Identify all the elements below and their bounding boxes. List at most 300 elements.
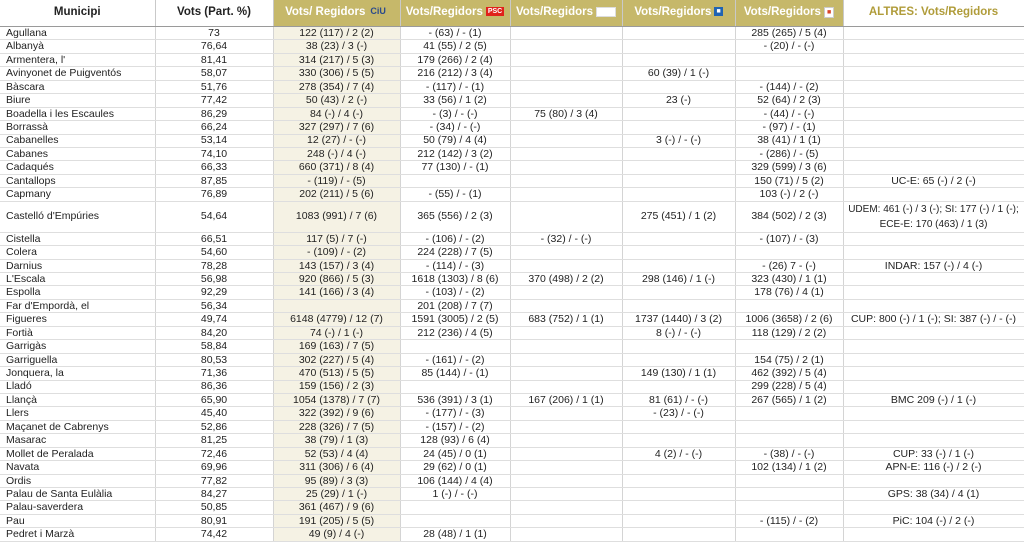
ciu-cell: 143 (157) / 3 (4) — [273, 259, 400, 272]
participacio-cell: 80,53 — [155, 353, 273, 366]
psc-cell: 365 (556) / 2 (3) — [400, 201, 510, 232]
header-ciu: Vots/ Regidors CiU — [273, 0, 400, 27]
municipi-cell: Espolla — [0, 286, 155, 299]
table-row — [0, 528, 1024, 541]
altres-cell — [843, 434, 1024, 447]
participacio-cell: 86,29 — [155, 107, 273, 120]
psc-cell — [400, 340, 510, 353]
icv-cell: 267 (565) / 1 (2) — [735, 393, 843, 406]
ciu-cell: 95 (89) / 3 (3) — [273, 474, 400, 487]
pp-cell — [622, 488, 735, 501]
participacio-cell: 56,98 — [155, 273, 273, 286]
altres-cell: CUP: 33 (-) / 1 (-) — [843, 447, 1024, 460]
altres-cell — [843, 40, 1024, 53]
municipi-cell: L'Escala — [0, 273, 155, 286]
participacio-cell: 72,46 — [155, 447, 273, 460]
ciu-cell: 117 (5) / 7 (-) — [273, 232, 400, 245]
participacio-cell: 53,14 — [155, 134, 273, 147]
municipi-cell: Llers — [0, 407, 155, 420]
icv-cell — [735, 299, 843, 312]
table-row — [0, 121, 1024, 134]
table-row — [0, 134, 1024, 147]
ciu-cell: 228 (326) / 7 (5) — [273, 420, 400, 433]
psc-cell: 1591 (3005) / 2 (5) — [400, 313, 510, 326]
pp-cell — [622, 286, 735, 299]
erc-cell — [510, 40, 622, 53]
ciu-cell: 660 (371) / 8 (4) — [273, 161, 400, 174]
table-row — [0, 232, 1024, 245]
altres-cell — [843, 326, 1024, 339]
icv-cell: 178 (76) / 4 (1) — [735, 286, 843, 299]
header-erc: Vots/Regidors — [510, 0, 622, 27]
psc-cell: 216 (212) / 3 (4) — [400, 67, 510, 80]
erc-cell: 683 (752) / 1 (1) — [510, 313, 622, 326]
psc-cell: 212 (236) / 4 (5) — [400, 326, 510, 339]
participacio-cell: 66,51 — [155, 232, 273, 245]
municipi-cell: Castelló d'Empúries — [0, 201, 155, 232]
altres-cell: APN-E: 116 (-) / 2 (-) — [843, 461, 1024, 474]
icv-cell: - (20) / - (-) — [735, 40, 843, 53]
pp-cell — [622, 161, 735, 174]
altres-cell — [843, 353, 1024, 366]
table-row — [0, 380, 1024, 393]
pp-cell — [622, 380, 735, 393]
participacio-cell: 92,29 — [155, 286, 273, 299]
participacio-cell: 86,36 — [155, 380, 273, 393]
participacio-cell: 77,82 — [155, 474, 273, 487]
municipi-cell: Far d'Empordà, el — [0, 299, 155, 312]
pp-cell — [622, 353, 735, 366]
ciu-cell: 84 (-) / 4 (-) — [273, 107, 400, 120]
pp-cell — [622, 514, 735, 527]
participacio-cell: 73 — [155, 27, 273, 40]
ciu-cell: - (109) / - (2) — [273, 246, 400, 259]
municipi-cell: Palau de Santa Eulàlia — [0, 488, 155, 501]
participacio-cell: 65,90 — [155, 393, 273, 406]
table-row — [0, 147, 1024, 160]
table-row — [0, 407, 1024, 420]
municipi-cell: Ordis — [0, 474, 155, 487]
altres-cell: CUP: 800 (-) / 1 (-); SI: 387 (-) / - (-) — [843, 313, 1024, 326]
ciu-cell: 49 (9) / 4 (-) — [273, 528, 400, 541]
psc-cell: - (34) / - (-) — [400, 121, 510, 134]
psc-cell: - (106) / - (2) — [400, 232, 510, 245]
table-row — [0, 340, 1024, 353]
municipi-cell: Borrassà — [0, 121, 155, 134]
psc-cell: 128 (93) / 6 (4) — [400, 434, 510, 447]
municipi-cell: Bàscara — [0, 80, 155, 93]
psc-cell: 201 (208) / 7 (7) — [400, 299, 510, 312]
icv-cell — [735, 434, 843, 447]
icv-cell — [735, 407, 843, 420]
icv-cell: 285 (265) / 5 (4) — [735, 27, 843, 40]
icv-cell: 299 (228) / 5 (4) — [735, 380, 843, 393]
pp-cell — [622, 121, 735, 134]
municipi-cell: Mollet de Peralada — [0, 447, 155, 460]
icv-cell — [735, 340, 843, 353]
icv-cell — [735, 420, 843, 433]
erc-cell — [510, 488, 622, 501]
participacio-cell: 84,20 — [155, 326, 273, 339]
pp-cell — [622, 246, 735, 259]
icv-cell: - (107) / - (3) — [735, 232, 843, 245]
erc-cell — [510, 326, 622, 339]
erc-cell — [510, 246, 622, 259]
altres-cell — [843, 273, 1024, 286]
altres-cell — [843, 67, 1024, 80]
psc-cell: - (55) / - (1) — [400, 188, 510, 201]
participacio-cell: 81,25 — [155, 434, 273, 447]
altres-cell — [843, 286, 1024, 299]
altres-cell: UDEM: 461 (-) / 3 (-); SI: 177 (-) / 1 (-); ECE-E: 170 (463) / 1 (3) — [843, 201, 1024, 232]
ciu-cell — [273, 299, 400, 312]
pp-cell: 149 (130) / 1 (1) — [622, 367, 735, 380]
municipi-cell: Cabanelles — [0, 134, 155, 147]
icv-cell: 103 (-) / 2 (-) — [735, 188, 843, 201]
participacio-cell: 69,96 — [155, 461, 273, 474]
pp-cell — [622, 40, 735, 53]
participacio-cell: 87,85 — [155, 174, 273, 187]
ciu-cell: 248 (-) / 4 (-) — [273, 147, 400, 160]
pp-cell: 4 (2) / - (-) — [622, 447, 735, 460]
table-row — [0, 246, 1024, 259]
ciu-cell: 169 (163) / 7 (5) — [273, 340, 400, 353]
pp-cell: 23 (-) — [622, 94, 735, 107]
table-row — [0, 201, 1024, 232]
erc-cell — [510, 407, 622, 420]
icv-cell — [735, 488, 843, 501]
icv-cell — [735, 501, 843, 514]
municipi-cell: Pau — [0, 514, 155, 527]
altres-cell: INDAR: 157 (-) / 4 (-) — [843, 259, 1024, 272]
altres-cell — [843, 134, 1024, 147]
pp-cell — [622, 188, 735, 201]
erc-cell: 370 (498) / 2 (2) — [510, 273, 622, 286]
ciu-cell: 470 (513) / 5 (5) — [273, 367, 400, 380]
ciu-cell: 141 (166) / 3 (4) — [273, 286, 400, 299]
municipi-cell: Fortià — [0, 326, 155, 339]
participacio-cell: 49,74 — [155, 313, 273, 326]
pp-cell: 3 (-) / - (-) — [622, 134, 735, 147]
municipi-cell: Darnius — [0, 259, 155, 272]
table-row — [0, 161, 1024, 174]
altres-cell — [843, 121, 1024, 134]
municipi-cell: Albanyà — [0, 40, 155, 53]
municipi-cell: Pedret i Marzà — [0, 528, 155, 541]
erc-cell — [510, 514, 622, 527]
psc-cell: 50 (79) / 4 (4) — [400, 134, 510, 147]
ciu-cell: 74 (-) / 1 (-) — [273, 326, 400, 339]
icv-cell: 102 (134) / 1 (2) — [735, 461, 843, 474]
psc-cell: 179 (266) / 2 (4) — [400, 53, 510, 66]
table-row — [0, 367, 1024, 380]
ciu-cell: 1054 (1378) / 7 (7) — [273, 393, 400, 406]
erc-cell — [510, 188, 622, 201]
pp-cell — [622, 53, 735, 66]
psc-cell: 1618 (1303) / 8 (6) — [400, 273, 510, 286]
header-row — [0, 0, 1024, 27]
altres-cell — [843, 528, 1024, 541]
table-row — [0, 40, 1024, 53]
altres-cell: GPS: 38 (34) / 4 (1) — [843, 488, 1024, 501]
ciu-cell: 314 (217) / 5 (3) — [273, 53, 400, 66]
erc-cell: - (32) / - (-) — [510, 232, 622, 245]
psc-cell: 224 (228) / 7 (5) — [400, 246, 510, 259]
pp-logo-icon: ■ — [716, 7, 721, 15]
icv-cell — [735, 53, 843, 66]
table-row — [0, 353, 1024, 366]
pp-cell — [622, 147, 735, 160]
icv-cell: 150 (71) / 5 (2) — [735, 174, 843, 187]
ciu-cell: 6148 (4779) / 12 (7) — [273, 313, 400, 326]
psc-cell: 24 (45) / 0 (1) — [400, 447, 510, 460]
table-row — [0, 273, 1024, 286]
header-altres: ALTRES: Vots/Regidors — [843, 0, 1024, 27]
psc-cell: 77 (130) / - (1) — [400, 161, 510, 174]
participacio-cell: 56,34 — [155, 299, 273, 312]
header-municipi: Municipi — [0, 0, 155, 27]
psc-cell: 41 (55) / 2 (5) — [400, 40, 510, 53]
pp-cell: 81 (61) / - (-) — [622, 393, 735, 406]
table-row — [0, 326, 1024, 339]
participacio-cell: 80,91 — [155, 514, 273, 527]
icv-cell — [735, 246, 843, 259]
pp-cell — [622, 80, 735, 93]
psc-cell — [400, 174, 510, 187]
participacio-cell: 54,64 — [155, 201, 273, 232]
table-row — [0, 27, 1024, 40]
pp-cell: 60 (39) / 1 (-) — [622, 67, 735, 80]
pp-cell — [622, 27, 735, 40]
ciu-cell: 25 (29) / 1 (-) — [273, 488, 400, 501]
ciu-cell: 302 (227) / 5 (4) — [273, 353, 400, 366]
psc-cell: - (114) / - (3) — [400, 259, 510, 272]
altres-cell: PiC: 104 (-) / 2 (-) — [843, 514, 1024, 527]
icv-cell: - (26) 7 - (-) — [735, 259, 843, 272]
icv-cell — [735, 67, 843, 80]
psc-cell: 212 (142) / 3 (2) — [400, 147, 510, 160]
erc-cell — [510, 80, 622, 93]
altres-cell — [843, 340, 1024, 353]
header-psc: Vots/Regidors PSC — [400, 0, 510, 27]
table-row — [0, 461, 1024, 474]
municipi-cell: Colera — [0, 246, 155, 259]
ciu-cell: 38 (23) / 3 (-) — [273, 40, 400, 53]
icv-cell: - (144) / - (2) — [735, 80, 843, 93]
municipi-cell: Biure — [0, 94, 155, 107]
icv-cell: 384 (502) / 2 (3) — [735, 201, 843, 232]
erc-cell — [510, 286, 622, 299]
pp-cell: 1737 (1440) / 3 (2) — [622, 313, 735, 326]
psc-cell: 33 (56) / 1 (2) — [400, 94, 510, 107]
participacio-cell: 50,85 — [155, 501, 273, 514]
municipi-cell: Jonquera, la — [0, 367, 155, 380]
erc-cell — [510, 434, 622, 447]
erc-cell — [510, 201, 622, 232]
table-row — [0, 188, 1024, 201]
icv-cell: - (44) / - (-) — [735, 107, 843, 120]
erc-cell — [510, 94, 622, 107]
participacio-cell: 66,33 — [155, 161, 273, 174]
municipi-cell: Armentera, l' — [0, 53, 155, 66]
altres-cell — [843, 147, 1024, 160]
altres-cell — [843, 501, 1024, 514]
altres-cell — [843, 80, 1024, 93]
icv-cell — [735, 474, 843, 487]
ciu-cell: 12 (27) / - (-) — [273, 134, 400, 147]
erc-cell — [510, 53, 622, 66]
pp-cell — [622, 174, 735, 187]
participacio-cell: 71,36 — [155, 367, 273, 380]
pp-cell — [622, 107, 735, 120]
erc-cell — [510, 528, 622, 541]
icv-cell: - (115) / - (2) — [735, 514, 843, 527]
ciu-cell: - (119) / - (5) — [273, 174, 400, 187]
erc-cell — [510, 474, 622, 487]
altres-cell — [843, 380, 1024, 393]
table-row — [0, 286, 1024, 299]
municipi-cell: Navata — [0, 461, 155, 474]
participacio-cell: 81,41 — [155, 53, 273, 66]
pp-cell — [622, 232, 735, 245]
participacio-cell: 78,28 — [155, 259, 273, 272]
erc-cell — [510, 420, 622, 433]
table-row — [0, 53, 1024, 66]
ciu-cell: 322 (392) / 9 (6) — [273, 407, 400, 420]
table-row — [0, 107, 1024, 120]
altres-cell — [843, 420, 1024, 433]
erc-cell — [510, 501, 622, 514]
table-row — [0, 299, 1024, 312]
pp-cell — [622, 259, 735, 272]
icv-cell: - (97) / - (1) — [735, 121, 843, 134]
altres-cell — [843, 232, 1024, 245]
table-row — [0, 434, 1024, 447]
participacio-cell: 74,42 — [155, 528, 273, 541]
icv-cell — [735, 528, 843, 541]
psc-cell — [400, 501, 510, 514]
icv-cell: 323 (430) / 1 (1) — [735, 273, 843, 286]
altres-cell: BMC 209 (-) / 1 (-) — [843, 393, 1024, 406]
pp-cell: 275 (451) / 1 (2) — [622, 201, 735, 232]
participacio-cell: 58,07 — [155, 67, 273, 80]
pp-cell — [622, 340, 735, 353]
table-row — [0, 514, 1024, 527]
ciu-cell: 202 (211) / 5 (6) — [273, 188, 400, 201]
altres-cell — [843, 367, 1024, 380]
table-row — [0, 447, 1024, 460]
erc-cell — [510, 447, 622, 460]
ciu-cell: 311 (306) / 6 (4) — [273, 461, 400, 474]
ciu-cell: 38 (79) / 1 (3) — [273, 434, 400, 447]
erc-cell — [510, 67, 622, 80]
altres-cell — [843, 474, 1024, 487]
participacio-cell: 76,89 — [155, 188, 273, 201]
pp-cell: 8 (-) / - (-) — [622, 326, 735, 339]
participacio-cell: 52,86 — [155, 420, 273, 433]
psc-cell: - (117) / - (1) — [400, 80, 510, 93]
table-row — [0, 174, 1024, 187]
pp-cell — [622, 501, 735, 514]
ciu-cell: 361 (467) / 9 (6) — [273, 501, 400, 514]
psc-logo-icon: PSC — [487, 7, 503, 15]
pp-cell: - (23) / - (-) — [622, 407, 735, 420]
ciu-cell: 52 (53) / 4 (4) — [273, 447, 400, 460]
municipi-cell: Cantallops — [0, 174, 155, 187]
ciu-cell: 159 (156) / 2 (3) — [273, 380, 400, 393]
icv-cell: 52 (64) / 2 (3) — [735, 94, 843, 107]
psc-cell — [400, 514, 510, 527]
psc-cell: 28 (48) / 1 (1) — [400, 528, 510, 541]
municipi-cell: Maçanet de Cabrenys — [0, 420, 155, 433]
participacio-cell: 45,40 — [155, 407, 273, 420]
participacio-cell: 76,64 — [155, 40, 273, 53]
altres-cell — [843, 27, 1024, 40]
municipi-cell: Figueres — [0, 313, 155, 326]
ciu-cell: 122 (117) / 2 (2) — [273, 27, 400, 40]
participacio-cell: 54,60 — [155, 246, 273, 259]
ciu-logo-icon: CiU — [370, 5, 386, 16]
table-row — [0, 488, 1024, 501]
municipi-cell: Cadaqués — [0, 161, 155, 174]
erc-logo-icon — [596, 7, 616, 17]
altres-cell — [843, 407, 1024, 420]
municipi-cell: Boadella i les Escaules — [0, 107, 155, 120]
erc-cell: 167 (206) / 1 (1) — [510, 393, 622, 406]
altres-cell: UC-E: 65 (-) / 2 (-) — [843, 174, 1024, 187]
participacio-cell: 77,42 — [155, 94, 273, 107]
table-row — [0, 259, 1024, 272]
participacio-cell: 51,76 — [155, 80, 273, 93]
header-pp: Vots/Regidors ■ — [622, 0, 735, 27]
psc-cell: 29 (62) / 0 (1) — [400, 461, 510, 474]
municipi-cell: Garrigàs — [0, 340, 155, 353]
table-row — [0, 94, 1024, 107]
icv-cell: 118 (129) / 2 (2) — [735, 326, 843, 339]
erc-cell — [510, 174, 622, 187]
psc-cell: - (103) / - (2) — [400, 286, 510, 299]
table-row — [0, 393, 1024, 406]
pp-cell: 298 (146) / 1 (-) — [622, 273, 735, 286]
erc-cell — [510, 380, 622, 393]
altres-cell — [843, 94, 1024, 107]
icv-cell: 1006 (3658) / 2 (6) — [735, 313, 843, 326]
erc-cell — [510, 121, 622, 134]
psc-cell — [400, 380, 510, 393]
table-row — [0, 67, 1024, 80]
ciu-cell: 330 (306) / 5 (5) — [273, 67, 400, 80]
erc-cell — [510, 259, 622, 272]
municipi-cell: Cistella — [0, 232, 155, 245]
table-row — [0, 474, 1024, 487]
icv-cell: 154 (75) / 2 (1) — [735, 353, 843, 366]
municipi-cell: Agullana — [0, 27, 155, 40]
erc-cell — [510, 147, 622, 160]
municipi-cell: Cabanes — [0, 147, 155, 160]
altres-cell — [843, 53, 1024, 66]
table-row — [0, 501, 1024, 514]
erc-cell — [510, 461, 622, 474]
psc-cell: 536 (391) / 3 (1) — [400, 393, 510, 406]
icv-cell: 329 (599) / 3 (6) — [735, 161, 843, 174]
pp-cell — [622, 420, 735, 433]
ciu-cell: 327 (297) / 7 (6) — [273, 121, 400, 134]
psc-cell: - (177) / - (3) — [400, 407, 510, 420]
altres-cell — [843, 107, 1024, 120]
psc-cell: 106 (144) / 4 (4) — [400, 474, 510, 487]
pp-cell — [622, 474, 735, 487]
ciu-cell: 1083 (991) / 7 (6) — [273, 201, 400, 232]
